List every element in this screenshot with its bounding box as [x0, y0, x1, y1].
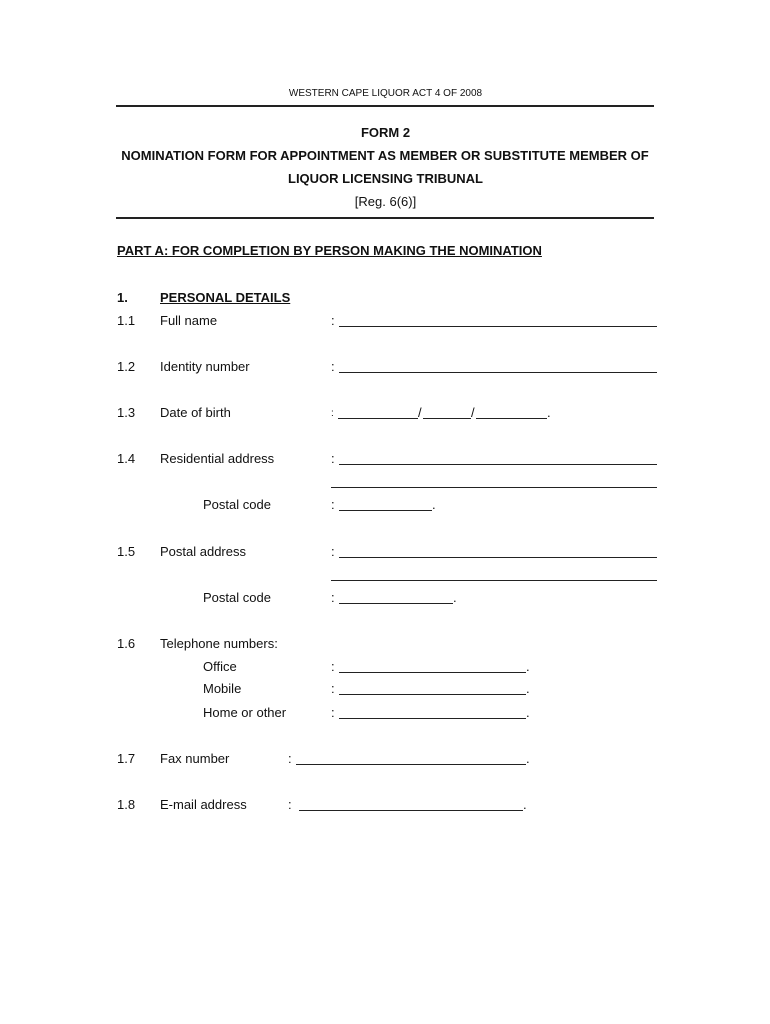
form-title-line2: LIQUOR LICENSING TRIBUNAL [288, 171, 483, 186]
colon: : [331, 497, 335, 512]
section-number: 1. [117, 290, 128, 305]
item-number: 1.1 [117, 313, 136, 328]
email-address-label: E-mail address [160, 797, 247, 812]
item-number: 1.4 [117, 451, 136, 466]
residential-address-field-line2[interactable] [331, 487, 657, 488]
mobile-phone-field[interactable] [339, 694, 526, 695]
postal-address-field-line2[interactable] [331, 580, 657, 581]
date-separator: / [471, 405, 475, 420]
section-heading: PERSONAL DETAILS [160, 290, 291, 305]
postal-postal-code-label: Postal code [203, 590, 271, 605]
colon: : [331, 590, 335, 605]
item-number: 1.8 [117, 797, 136, 812]
period: . [526, 705, 530, 720]
postal-postal-code-field[interactable] [339, 603, 453, 604]
full-name-field[interactable] [339, 326, 657, 327]
mobile-phone-label: Mobile [203, 681, 242, 696]
colon: : [331, 681, 335, 696]
colon: : [288, 751, 292, 766]
act-header: WESTERN CAPE LIQUOR ACT 4 OF 2008 [288, 88, 483, 99]
colon: : [331, 408, 334, 419]
email-address-field[interactable] [299, 810, 523, 811]
period: . [526, 659, 530, 674]
colon: : [331, 359, 335, 374]
date-of-birth-label: Date of birth [160, 405, 231, 420]
item-number: 1.6 [117, 636, 136, 651]
regulation-reference: [Reg. 6(6)] [354, 194, 417, 209]
identity-number-field[interactable] [339, 372, 657, 373]
office-phone-field[interactable] [339, 672, 526, 673]
identity-number-label: Identity number [160, 359, 250, 374]
title-divider [116, 217, 654, 219]
residential-address-field-line1[interactable] [339, 464, 657, 465]
colon: : [331, 705, 335, 720]
other-phone-label: Home or other [203, 705, 287, 720]
date-separator: / [418, 405, 422, 420]
full-name-label: Full name [160, 313, 218, 328]
fax-number-label: Fax number [160, 751, 230, 766]
other-phone-field[interactable] [339, 718, 526, 719]
part-a-heading: PART A: FOR COMPLETION BY PERSON MAKING THE NOMINATION [117, 243, 542, 258]
top-divider [116, 105, 654, 107]
item-number: 1.5 [117, 544, 136, 559]
period: . [547, 405, 551, 420]
residential-postal-code-field[interactable] [339, 510, 432, 511]
colon: : [331, 659, 335, 674]
item-number: 1.7 [117, 751, 136, 766]
dob-month-field[interactable] [423, 418, 471, 419]
colon: : [288, 797, 292, 812]
residential-postal-code-label: Postal code [203, 497, 271, 512]
fax-number-field[interactable] [296, 764, 526, 765]
period: . [523, 797, 527, 812]
form-number: FORM 2 [360, 125, 411, 140]
colon: : [331, 451, 335, 466]
office-phone-label: Office [203, 659, 237, 674]
telephone-numbers-label: Telephone numbers: [160, 636, 278, 651]
period: . [526, 681, 530, 696]
period: . [432, 497, 436, 512]
item-number: 1.2 [117, 359, 136, 374]
period: . [526, 751, 530, 766]
item-number: 1.3 [117, 405, 136, 420]
period: . [453, 590, 457, 605]
postal-address-label: Postal address [160, 544, 246, 559]
colon: : [331, 544, 335, 559]
dob-day-field[interactable] [338, 418, 418, 419]
dob-year-field[interactable] [476, 418, 547, 419]
colon: : [331, 313, 335, 328]
residential-address-label: Residential address [160, 451, 275, 466]
form-title-line1: NOMINATION FORM FOR APPOINTMENT AS MEMBER OR SUBSTITUTE MEMBER OF [121, 148, 649, 163]
postal-address-field-line1[interactable] [339, 557, 657, 558]
